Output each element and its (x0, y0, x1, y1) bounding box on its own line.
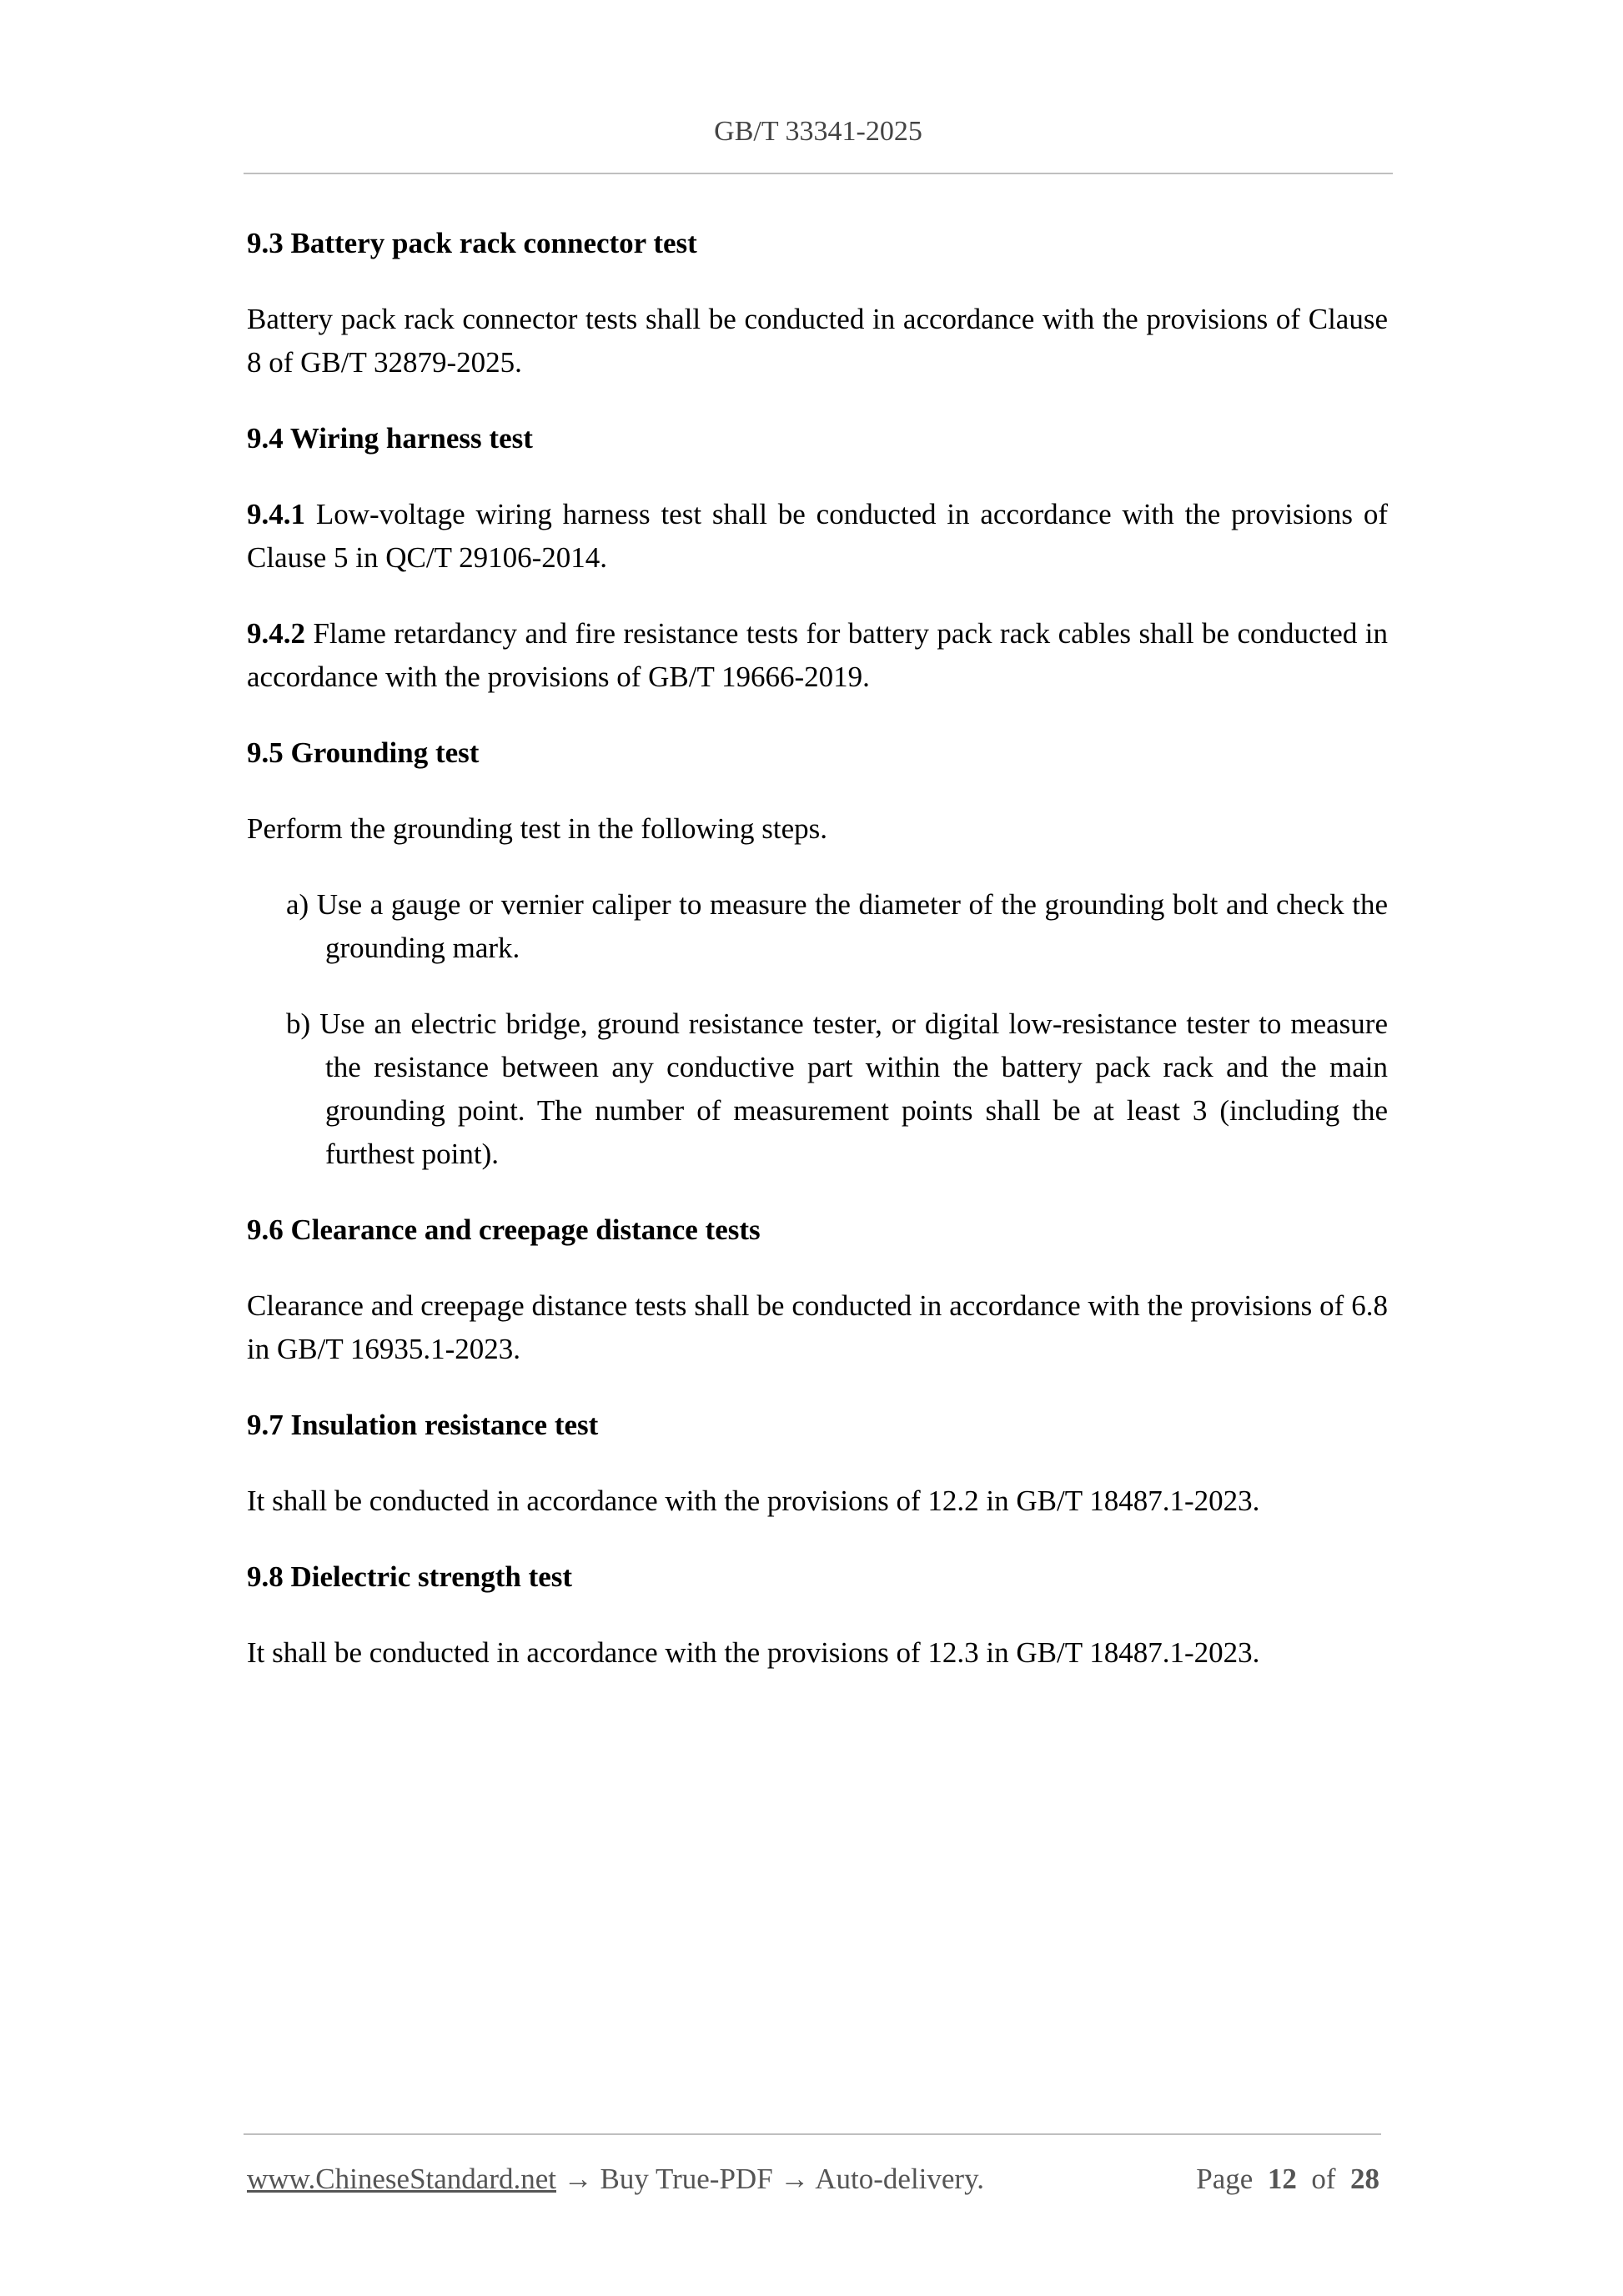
section-9-6-body: Clearance and creepage distance tests shall be conducted in accordance with the provisions of 6.8 in GB/T 16935.1-2023. (247, 1289, 1388, 1365)
document-body (247, 222, 1388, 1675)
section-heading-9-5: 9.5 Grounding test (247, 736, 480, 769)
list-item-b: b) Use an electric bridge, ground resistance tester, or digital low-resistance tester to measure the resistance between any conductive part within the battery pack rack and the main grounding point. The number of measurement points shall be at least 3 (including the furthest point). (286, 1007, 1388, 1170)
page-indicator (1196, 2158, 1379, 2200)
section-heading-9-4: 9.4 Wiring harness test (247, 422, 533, 455)
section-heading-9-7: 9.7 Insulation resistance test (247, 1409, 599, 1441)
clause-9-4-2 (247, 612, 1388, 699)
arrow-right-icon: → (556, 2163, 600, 2195)
section-heading-9-8: 9.8 Dielectric strength test (247, 1560, 573, 1593)
clause-9-4-2-text: Flame retardancy and fire resistance tests for battery pack rack cables shall be conducted in accordance with the provisions of GB/T 19666-2019. (247, 617, 1388, 693)
page-label: Page (1196, 2163, 1254, 2195)
clause-9-4-1-number: 9.4.1 (247, 498, 305, 530)
clause-9-4-1 (247, 493, 1388, 580)
header-divider (244, 173, 1393, 174)
section-9-8-body: It shall be conducted in accordance with the provisions of 12.3 in GB/T 18487.1-2023. (247, 1636, 1260, 1669)
section-heading-9-6: 9.6 Clearance and creepage distance tests (247, 1213, 761, 1246)
website-link[interactable]: www.ChineseStandard.net (247, 2163, 556, 2195)
buy-pdf-text: Buy True-PDF (600, 2163, 773, 2195)
section-9-7-body: It shall be conducted in accordance with the provisions of 12.2 in GB/T 18487.1-2023. (247, 1485, 1260, 1517)
clause-9-4-2-number: 9.4.2 (247, 617, 305, 650)
arrow-right-icon: → (772, 2163, 816, 2195)
document-header (244, 115, 1393, 148)
footer-promo (247, 2158, 984, 2200)
section-heading-9-3: 9.3 Battery pack rack connector test (247, 227, 697, 259)
section-9-5-intro: Perform the grounding test in the following steps. (247, 812, 828, 845)
section-9-3-body: Battery pack rack connector tests shall be conducted in accordance with the provisions of Clause 8 of GB/T 32879-2025. (247, 303, 1388, 379)
footer-divider (244, 2133, 1381, 2135)
page-of-label: of (1311, 2163, 1336, 2195)
auto-delivery-text: Auto-delivery. (815, 2163, 985, 2195)
clause-9-4-1-text: Low-voltage wiring harness test shall be conducted in accordance with the provisions of Clause 5 in QC/T 29106-2014. (247, 498, 1388, 574)
total-page-count: 28 (1350, 2163, 1379, 2195)
document-footer (247, 2158, 1379, 2200)
current-page-number: 12 (1267, 2163, 1297, 2195)
list-item-a: a) Use a gauge or vernier caliper to measure the diameter of the grounding bolt and check the grounding mark. (286, 888, 1388, 964)
standard-number: GB/T 33341-2025 (714, 116, 922, 147)
